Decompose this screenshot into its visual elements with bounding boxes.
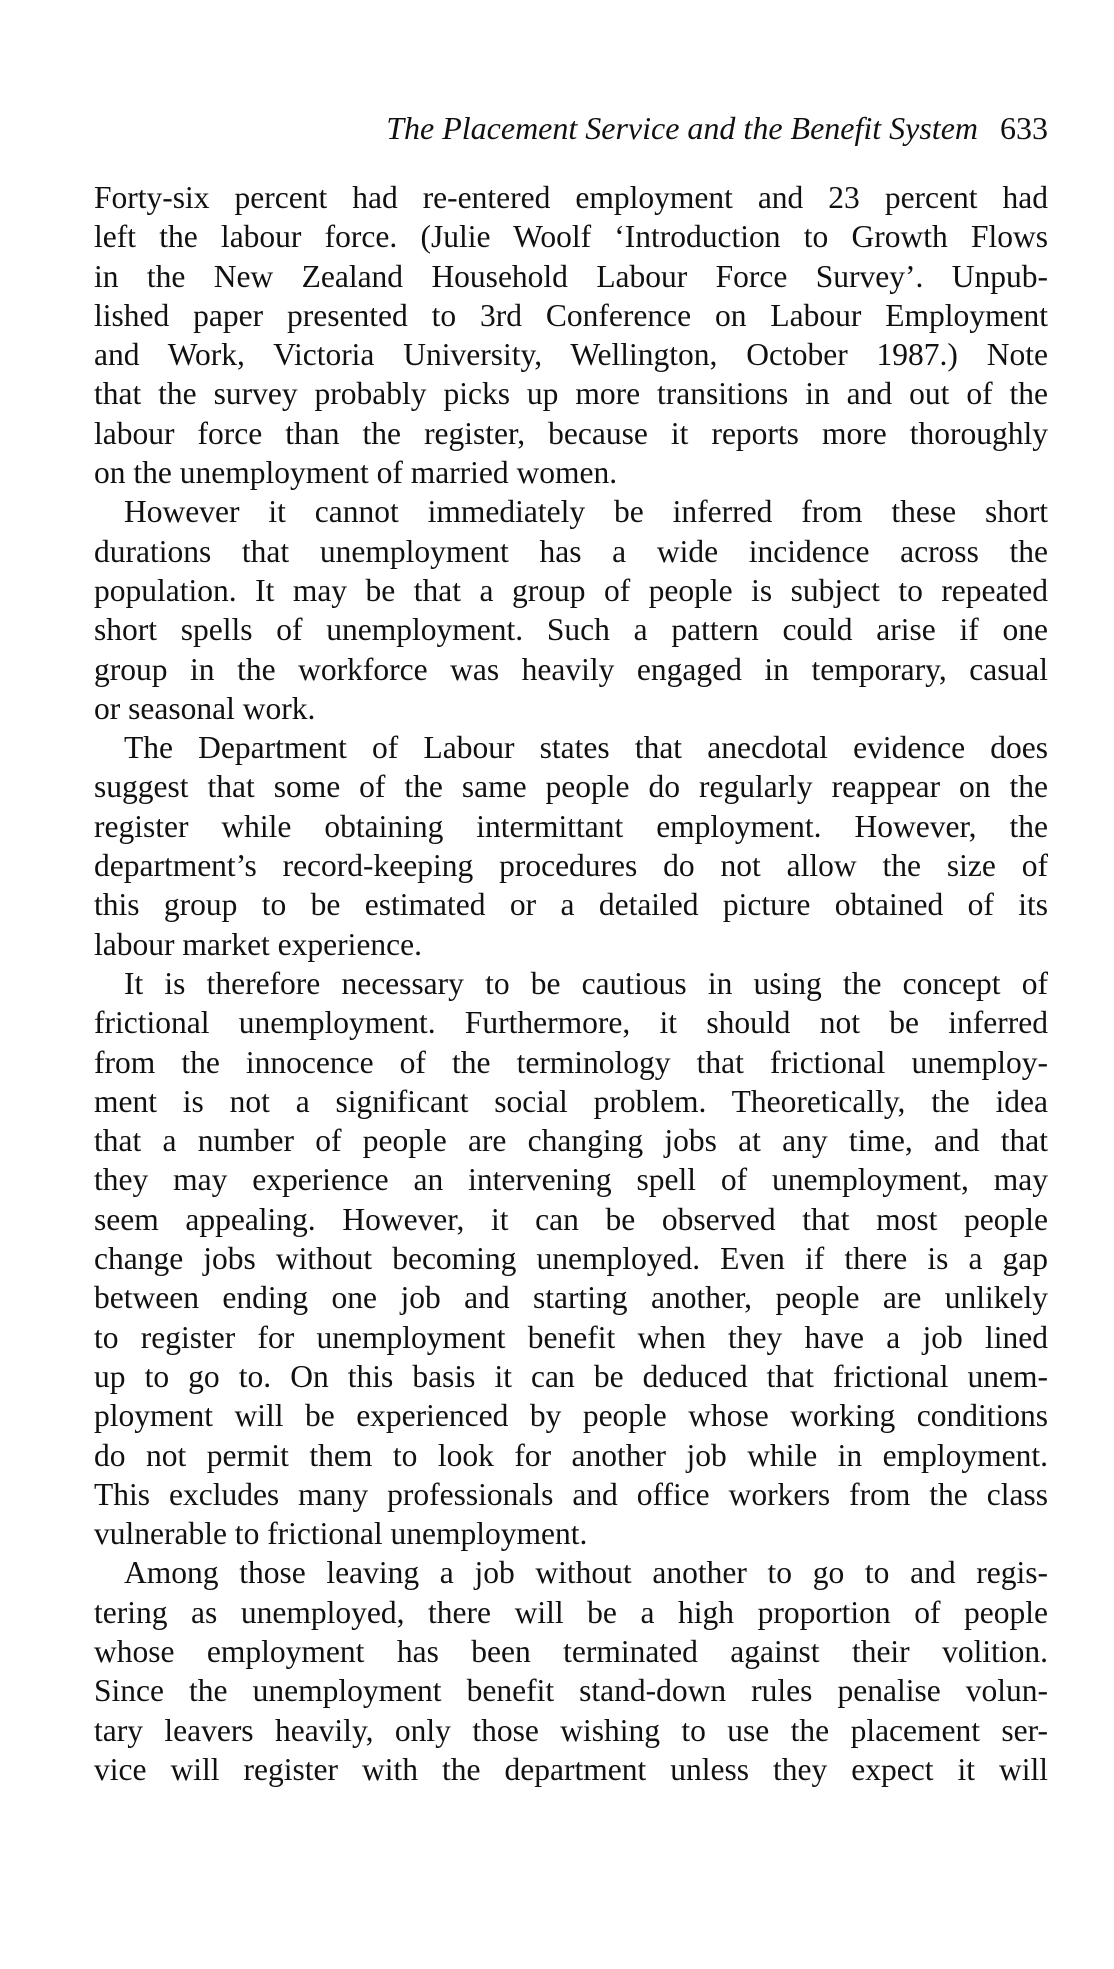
text-line: in the New Zealand Household Labour Force Survey’. Unpub-: [94, 258, 1048, 294]
text-line: tary leavers heavily, only those wishing to use the placement ser-: [94, 1712, 1048, 1748]
text-line: to register for unemployment benefit when they have a job lined: [94, 1319, 1048, 1355]
text-line: between ending one job and starting another, people are unlikely: [94, 1280, 1048, 1316]
text-line: that the survey probably picks up more transitions in and out of the: [94, 376, 1048, 412]
text-line: Forty-six percent had re-entered employment and 23 percent had: [94, 180, 1048, 215]
paragraph: [94, 178, 1048, 492]
running-header: [94, 108, 1048, 148]
text-line: durations that unemployment has a wide incidence across the: [94, 533, 1048, 569]
text-line: population. It may be that a group of people is subject to repeated: [94, 572, 1048, 608]
text-line: whose employment has been terminated against their volition.: [94, 1633, 1048, 1669]
text-line: or seasonal work.: [94, 690, 316, 726]
text-line: left the labour force. (Julie Woolf ‘Introduction to Growth Flows: [94, 219, 1048, 255]
text-line: vulnerable to frictional unemployment.: [94, 1516, 588, 1552]
text-line: that a number of people are changing jobs at any time, and that: [94, 1123, 1048, 1159]
text-line: labour force than the register, because it reports more thoroughly: [94, 415, 1048, 451]
page-number: 633: [1000, 110, 1048, 146]
text-line: This excludes many professionals and office workers from the class: [94, 1476, 1048, 1512]
text-line: register while obtaining intermittant employment. However, the: [94, 808, 1048, 844]
text-line: ployment will be experienced by people whose working conditions: [94, 1398, 1048, 1434]
text-line: frictional unemployment. Furthermore, it should not be inferred: [94, 1005, 1048, 1041]
text-line: suggest that some of the same people do regularly reappear on the: [94, 769, 1048, 805]
body-text: [94, 178, 1048, 1789]
text-line: do not permit them to look for another job while in employment.: [94, 1437, 1048, 1473]
running-title: The Placement Service and the Benefit System: [386, 110, 978, 146]
paragraph: [94, 964, 1048, 1553]
text-line: The Department of Labour states that anecdotal evidence does: [124, 730, 1048, 766]
text-line: change jobs without becoming unemployed. Even if there is a gap: [94, 1241, 1048, 1277]
paragraph: [94, 1553, 1048, 1789]
text-line: ment is not a significant social problem. Theoretically, the idea: [94, 1083, 1048, 1119]
text-line: labour market experience.: [94, 926, 422, 962]
paragraph: [94, 492, 1048, 728]
text-line: they may experience an intervening spell of unemployment, may: [94, 1162, 1048, 1198]
text-line: department’s record-keeping procedures do not allow the size of: [94, 848, 1048, 884]
text-line: vice will register with the department unless they expect it will: [94, 1751, 1048, 1787]
text-line: group in the workforce was heavily engaged in temporary, casual: [94, 651, 1048, 687]
text-line: tering as unemployed, there will be a high proportion of people: [94, 1594, 1048, 1630]
text-line: It is therefore necessary to be cautious in using the concept of: [124, 965, 1048, 1001]
text-line: seem appealing. However, it can be observed that most people: [94, 1201, 1048, 1237]
text-line: on the unemployment of married women.: [94, 455, 618, 491]
paragraph: [94, 728, 1048, 964]
text-line: Among those leaving a job without another to go to and regis-: [124, 1555, 1048, 1591]
text-line: from the innocence of the terminology that frictional unemploy-: [94, 1044, 1048, 1080]
text-line: lished paper presented to 3rd Conference on Labour Employment: [94, 297, 1048, 333]
text-line: this group to be estimated or a detailed picture obtained of its: [94, 887, 1048, 923]
text-line: and Work, Victoria University, Wellington, October 1987.) Note: [94, 337, 1048, 373]
text-line: up to go to. On this basis it can be deduced that frictional unem-: [94, 1358, 1048, 1394]
text-line: short spells of unemployment. Such a pattern could arise if one: [94, 612, 1048, 648]
text-line: However it cannot immediately be inferred from these short: [124, 494, 1048, 530]
text-line: Since the unemployment benefit stand-down rules penalise volun-: [94, 1673, 1048, 1709]
